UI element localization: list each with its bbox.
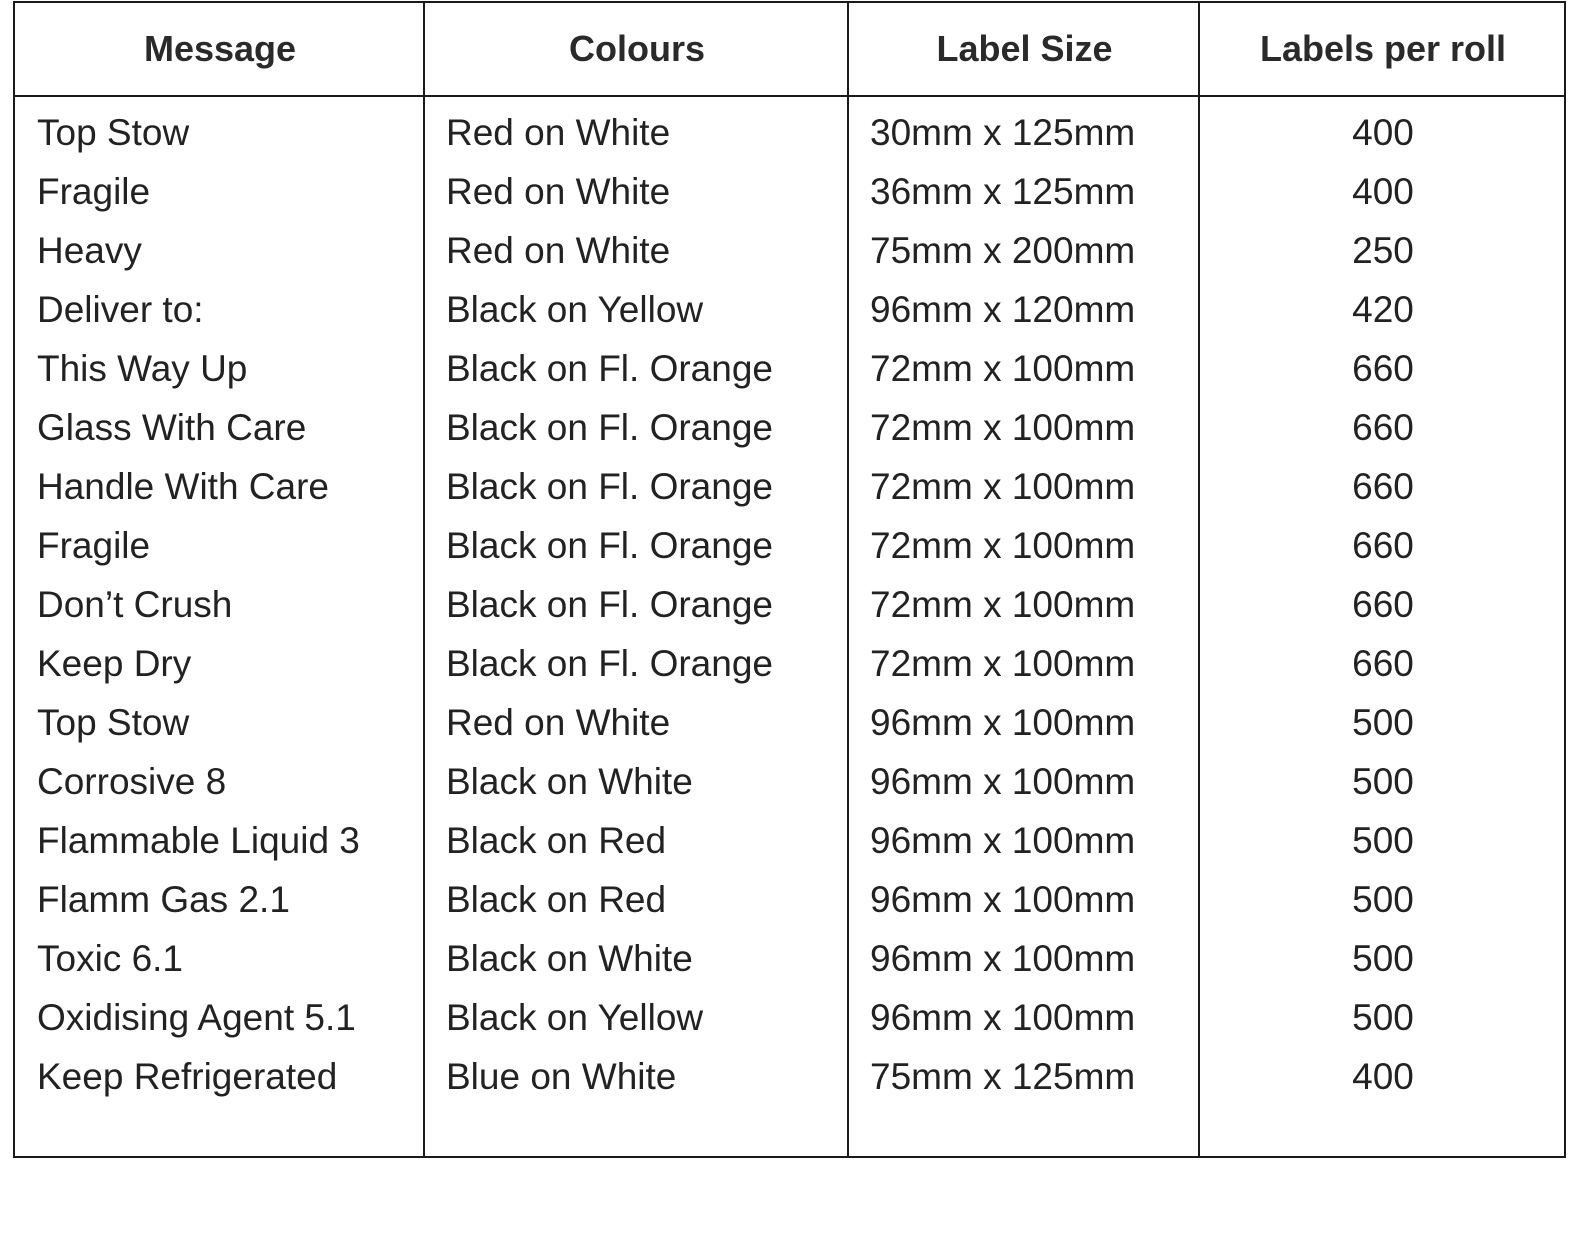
header-message: Message [143, 28, 297, 69]
cell-colours: Black on Fl. Orange [446, 525, 773, 566]
header-label-size: Label Size [936, 28, 1113, 69]
cell-labels-per-roll: 500 [1352, 702, 1414, 743]
cell-labels-per-roll: 500 [1352, 997, 1414, 1038]
cell-message: Oxidising Agent 5.1 [37, 997, 356, 1038]
cell-labels-per-roll: 500 [1352, 820, 1414, 861]
table-row [15, 398, 1564, 457]
cell-label-size: 96mm x 100mm [870, 820, 1136, 861]
cell-message: Fragile [37, 525, 151, 566]
cell-message: Don’t Crush [37, 584, 233, 625]
cell-label-size: 75mm x 200mm [870, 230, 1136, 271]
cell-labels-per-roll: 500 [1352, 879, 1414, 920]
cell-colours: Black on White [446, 938, 693, 979]
table-row [15, 280, 1564, 339]
cell-label-size: 96mm x 100mm [870, 761, 1136, 802]
cell-labels-per-roll: 500 [1352, 761, 1414, 802]
cell-label-size: 96mm x 100mm [870, 997, 1136, 1038]
cell-label-size: 36mm x 125mm [870, 171, 1136, 212]
table-row [15, 575, 1564, 634]
cell-labels-per-roll: 400 [1352, 1056, 1414, 1097]
table-row [15, 693, 1564, 752]
label-spec-table [13, 1, 1566, 1158]
table-row [15, 929, 1564, 988]
cell-label-size: 30mm x 125mm [870, 112, 1136, 153]
cell-colours: Black on Yellow [446, 997, 704, 1038]
cell-label-size: 72mm x 100mm [870, 466, 1136, 507]
cell-colours: Black on Fl. Orange [446, 348, 773, 389]
cell-colours: Black on Red [446, 820, 667, 861]
table-row [15, 457, 1564, 516]
table-row [15, 221, 1564, 280]
cell-message: Heavy [37, 230, 142, 271]
cell-label-size: 72mm x 100mm [870, 525, 1136, 566]
table-row [15, 339, 1564, 398]
cell-colours: Red on White [446, 112, 671, 153]
cell-colours: Red on White [446, 171, 671, 212]
cell-message: Fragile [37, 171, 151, 212]
cell-message: Deliver to: [37, 289, 204, 330]
cell-message: Flammable Liquid 3 [37, 820, 360, 861]
cell-message: Handle With Care [37, 466, 330, 507]
cell-labels-per-roll: 660 [1352, 466, 1414, 507]
cell-label-size: 96mm x 100mm [870, 938, 1136, 979]
cell-labels-per-roll: 660 [1352, 525, 1414, 566]
table-row [15, 103, 1564, 162]
cell-colours: Black on Fl. Orange [446, 407, 773, 448]
cell-label-size: 96mm x 100mm [870, 879, 1136, 920]
cell-colours: Black on Fl. Orange [446, 466, 773, 507]
header-labels-per-roll: Labels per roll [1259, 28, 1507, 69]
table-row [15, 811, 1564, 870]
cell-colours: Black on Yellow [446, 289, 704, 330]
table-header [15, 3, 1564, 95]
table-body [15, 103, 1564, 1106]
cell-labels-per-roll: 660 [1352, 643, 1414, 684]
table-row [15, 516, 1564, 575]
cell-colours: Red on White [446, 230, 671, 271]
header-divider [15, 95, 1564, 97]
cell-message: Top Stow [37, 702, 190, 743]
cell-label-size: 72mm x 100mm [870, 643, 1136, 684]
cell-labels-per-roll: 250 [1352, 230, 1414, 271]
cell-label-size: 96mm x 100mm [870, 702, 1136, 743]
cell-label-size: 72mm x 100mm [870, 407, 1136, 448]
cell-message: Top Stow [37, 112, 190, 153]
header-colours: Colours [568, 28, 705, 69]
cell-labels-per-roll: 400 [1352, 112, 1414, 153]
cell-labels-per-roll: 500 [1352, 938, 1414, 979]
cell-message: Flamm Gas 2.1 [37, 879, 290, 920]
cell-colours: Red on White [446, 702, 671, 743]
cell-colours: Black on White [446, 761, 693, 802]
table-row [15, 162, 1564, 221]
cell-label-size: 75mm x 125mm [870, 1056, 1136, 1097]
table-row [15, 1047, 1564, 1106]
cell-message: Corrosive 8 [37, 761, 227, 802]
cell-message: Keep Dry [37, 643, 192, 684]
cell-label-size: 96mm x 120mm [870, 289, 1136, 330]
cell-colours: Black on Red [446, 879, 667, 920]
table-row [15, 870, 1564, 929]
cell-label-size: 72mm x 100mm [870, 584, 1136, 625]
cell-colours: Black on Fl. Orange [446, 643, 773, 684]
cell-labels-per-roll: 400 [1352, 171, 1414, 212]
cell-message: Toxic 6.1 [37, 938, 184, 979]
cell-message: Keep Refrigerated [37, 1056, 338, 1097]
cell-labels-per-roll: 660 [1352, 407, 1414, 448]
cell-label-size: 72mm x 100mm [870, 348, 1136, 389]
cell-labels-per-roll: 420 [1352, 289, 1414, 330]
table-row [15, 634, 1564, 693]
cell-colours: Blue on White [446, 1056, 677, 1097]
table-row [15, 988, 1564, 1047]
cell-labels-per-roll: 660 [1352, 348, 1414, 389]
cell-message: This Way Up [37, 348, 248, 389]
cell-colours: Black on Fl. Orange [446, 584, 773, 625]
table-row [15, 752, 1564, 811]
cell-labels-per-roll: 660 [1352, 584, 1414, 625]
cell-message: Glass With Care [37, 407, 307, 448]
